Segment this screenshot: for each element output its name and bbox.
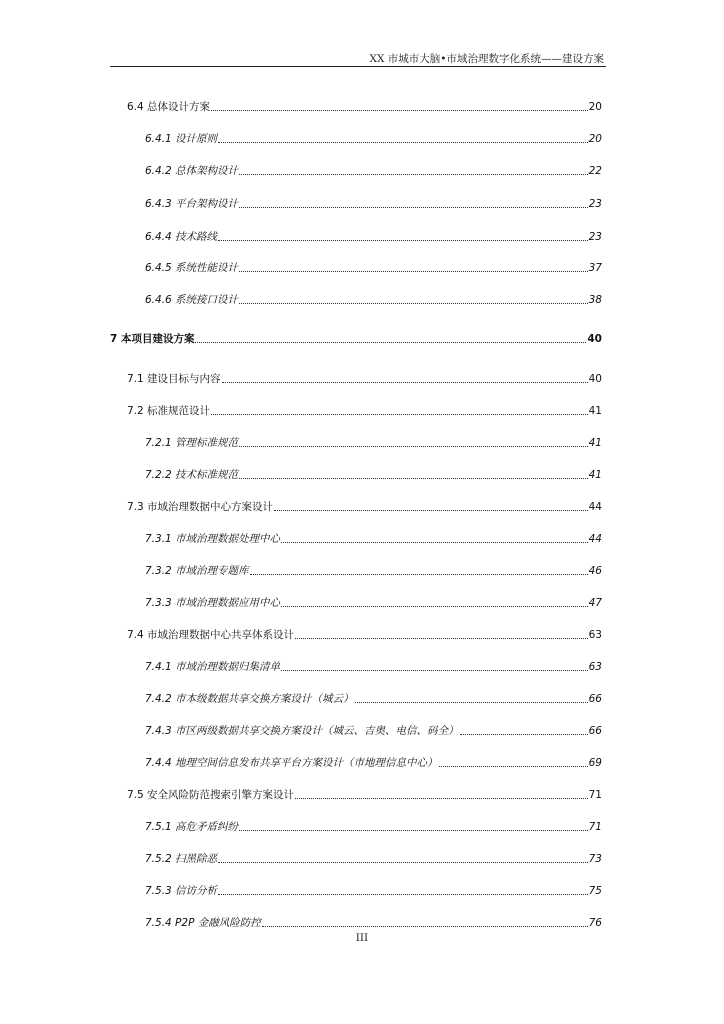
toc-entry[interactable] [145,818,602,834]
toc-entry-title: 7.4.3 市区两级数据共享交换方案设计（城云、吉奥、电信、码全） [145,725,459,737]
toc-entry[interactable] [127,402,602,418]
toc-entry-page: 38 [588,294,602,306]
toc-entry-title: 6.4.1 设计原则 [145,133,218,145]
toc-entry[interactable] [145,690,602,706]
dot-leader [218,862,588,863]
toc-entry-page: 44 [588,533,602,545]
dot-leader [222,382,588,383]
toc-entry[interactable] [145,882,602,898]
toc-entry-page: 20 [588,101,602,113]
toc-entry[interactable] [145,562,602,578]
toc-entry-title: 6.4 总体设计方案 [127,101,211,113]
dot-leader [274,510,588,511]
dot-leader [262,926,588,927]
toc-entry-title: 7.5.2 扫黑除恶 [145,853,218,865]
toc-entry-title: 6.4.5 系统性能设计 [145,262,239,274]
toc-entry-page: 20 [588,133,602,145]
dot-leader [295,798,588,799]
toc-entry-page: 41 [588,469,602,481]
toc-entry-page: 23 [588,198,602,210]
toc-entry[interactable] [145,914,602,930]
dot-leader [239,174,588,175]
dot-leader [218,894,588,895]
dot-leader [218,142,588,143]
toc-entry-page: 40 [587,333,602,345]
toc-entry[interactable] [145,466,602,482]
dot-leader [195,342,586,343]
dot-leader [218,240,588,241]
toc-entry[interactable] [145,228,602,244]
dot-leader [281,606,588,607]
toc-entry[interactable] [145,130,602,146]
dot-leader [439,766,588,767]
toc-entry-title: 7.4.1 市域治理数据归集清单 [145,661,281,673]
toc-entry-title: 7.3.2 市域治理专题库 [145,565,249,577]
toc-entry-title: 7.1 建设目标与内容 [127,373,221,385]
toc-entry-page: 41 [588,437,602,449]
toc-entry-title: 7.2 标准规范设计 [127,405,211,417]
dot-leader [281,542,588,543]
toc-entry-title: 7.3.1 市域治理数据处理中心 [145,533,281,545]
dot-leader [211,414,588,415]
toc-entry-page: 47 [588,597,602,609]
dot-leader [239,207,588,208]
toc-entry-page: 37 [588,262,602,274]
toc-entry-title: 6.4.2 总体架构设计 [145,165,239,177]
toc-entry[interactable] [145,530,602,546]
toc-entry-title: 7 本项目建设方案 [110,333,195,345]
toc-entry-page: 66 [588,725,602,737]
toc-entry[interactable] [127,786,602,802]
toc-entry[interactable] [127,626,602,642]
toc-entry-title: 7.3.3 市域治理数据应用中心 [145,597,281,609]
toc-entry-page: 63 [588,661,602,673]
dot-leader [355,702,588,703]
toc-entry-page: 73 [588,853,602,865]
toc-entry-page: 22 [588,165,602,177]
toc-entry-page: 44 [588,501,602,513]
toc-entry[interactable] [110,330,602,346]
toc-entry[interactable] [145,754,602,770]
toc-entry-page: 76 [588,917,602,929]
toc-entry[interactable] [145,722,602,738]
toc-entry-page: 71 [588,789,602,801]
toc-entry[interactable] [127,98,602,114]
toc-entry-title: 7.5.1 高危矛盾纠纷 [145,821,239,833]
toc-entry-title: 7.5.4 P2P 金融风险防控 [145,917,261,929]
toc-entry[interactable] [145,658,602,674]
dot-leader [295,638,588,639]
toc-entry-page: 75 [588,885,602,897]
toc-entry-page: 66 [588,693,602,705]
toc-entry-page: 40 [588,373,602,385]
toc-entry[interactable] [145,850,602,866]
toc-entry-page: 41 [588,405,602,417]
toc-entry[interactable] [145,434,602,450]
toc-entry-title: 6.4.3 平台架构设计 [145,198,239,210]
dot-leader [239,271,588,272]
toc-entry-title: 7.2.2 技术标准规范 [145,469,239,481]
dot-leader [250,574,588,575]
dot-leader [460,734,588,735]
toc-entry[interactable] [145,195,602,211]
toc-entry[interactable] [145,594,602,610]
toc-entry-page: 46 [588,565,602,577]
toc-entry[interactable] [145,162,602,178]
toc-entry-title: 7.4.2 市本级数据共享交换方案设计（城云） [145,693,354,705]
toc-entry-page: 23 [588,231,602,243]
toc-entry-title: 7.3 市域治理数据中心方案设计 [127,501,274,513]
toc-entry[interactable] [127,370,602,386]
dot-leader [239,446,588,447]
toc-entry-title: 7.4.4 地理空间信息发布共享平台方案设计（市地理信息中心） [145,757,438,769]
toc-entry-title: 6.4.4 技术路线 [145,231,218,243]
dot-leader [239,303,588,304]
header-title: XX 市城市大脑•市域治理数字化系统——建设方案 [369,53,604,65]
dot-leader [239,478,588,479]
dot-leader [211,110,588,111]
page-number: III [355,932,369,944]
toc-entry[interactable] [127,498,602,514]
toc-entry-page: 69 [588,757,602,769]
dot-leader [239,830,588,831]
toc-entry[interactable] [145,291,602,307]
toc-entry-title: 7.2.1 管理标准规范 [145,437,239,449]
toc-entry-page: 71 [588,821,602,833]
toc-entry[interactable] [145,259,602,275]
toc-entry-title: 7.5.3 信访分析 [145,885,218,897]
toc-entry-title: 7.5 安全风险防范搜索引擎方案设计 [127,789,295,801]
dot-leader [281,670,588,671]
toc-entry-page: 63 [588,629,602,641]
toc-entry-title: 6.4.6 系统接口设计 [145,294,239,306]
toc-entry-title: 7.4 市域治理数据中心共享体系设计 [127,629,295,641]
